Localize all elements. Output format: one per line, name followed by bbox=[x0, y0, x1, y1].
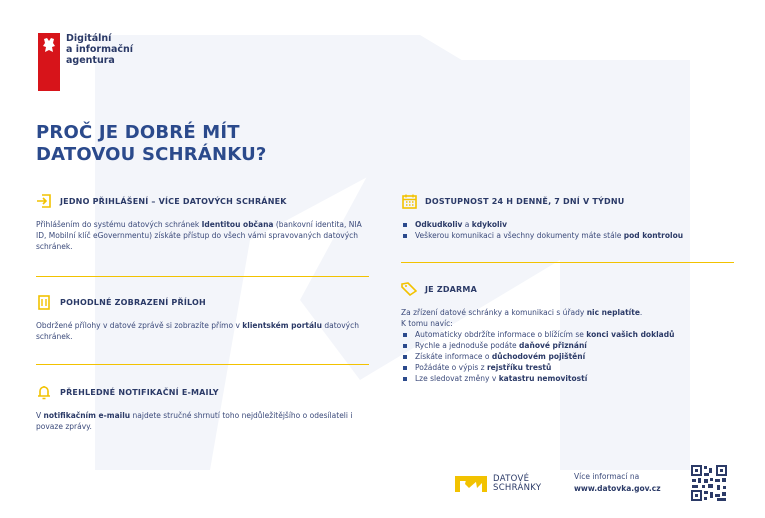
text-run: najdete stručné shrnutí toho nejdůležitějšího o odesílateli i povaze zprávy. bbox=[36, 411, 353, 431]
text-run: . bbox=[639, 308, 643, 317]
divider bbox=[401, 262, 734, 263]
document-icon bbox=[36, 294, 52, 310]
section-title-text: DOSTUPNOST 24 H DENNĚ, 7 DNÍ V TÝDNU bbox=[425, 196, 625, 206]
divider bbox=[36, 364, 369, 365]
section-title-text: JE ZDARMA bbox=[425, 284, 477, 294]
section-free bbox=[401, 281, 746, 384]
login-arrow-icon bbox=[36, 193, 52, 209]
text-bold: důchodovém pojištění bbox=[491, 352, 586, 361]
text-run: a bbox=[462, 220, 472, 229]
brand-line: DATOVÉ bbox=[493, 473, 530, 484]
text-run: datových schránek. bbox=[36, 321, 359, 341]
logo-text bbox=[66, 33, 133, 66]
tag-icon bbox=[401, 281, 417, 297]
calendar-icon bbox=[401, 193, 417, 209]
section-text: K tomu navíc: bbox=[401, 319, 453, 328]
section-title-text: POHODLNÉ ZOBRAZENÍ PŘÍLOH bbox=[60, 297, 206, 307]
dia-logo bbox=[38, 33, 133, 91]
title-line: PROČ JE DOBRÉ MÍT bbox=[36, 122, 240, 143]
list-item bbox=[401, 362, 746, 373]
text-bold: klientském portálu bbox=[242, 321, 322, 330]
logo-line: agentura bbox=[66, 55, 115, 66]
bell-icon bbox=[36, 384, 52, 400]
text-run: (bankovní identita, NIA ID, Mobilní klíč eGovernmentu) získáte přístup do všech vámi spravovaných datových schránek. bbox=[36, 220, 362, 251]
divider bbox=[36, 276, 369, 277]
section-text bbox=[36, 410, 371, 432]
section-text bbox=[36, 320, 371, 342]
text-run: Získáte informace o bbox=[415, 352, 492, 361]
text-run: Rychle a jednoduše podáte bbox=[415, 341, 520, 350]
section-availability bbox=[401, 193, 741, 241]
datove-schranky-icon bbox=[455, 474, 487, 494]
bullet-list bbox=[401, 219, 741, 241]
text-bold: pod kontrolou bbox=[623, 231, 684, 240]
section-title bbox=[36, 384, 371, 400]
text-run: Lze sledovat změny v bbox=[415, 374, 499, 383]
brand-text bbox=[493, 475, 541, 494]
text-run: Požádáte o výpis z bbox=[415, 363, 487, 372]
list-item bbox=[401, 340, 746, 351]
text-bold: rejstříku trestů bbox=[486, 363, 552, 372]
bullet-list bbox=[401, 329, 746, 384]
list-item bbox=[401, 351, 746, 362]
section-attachments bbox=[36, 294, 371, 342]
section-title-text: PŘEHLEDNÉ NOTIFIKAČNÍ E-MAILY bbox=[60, 387, 219, 397]
list-item bbox=[401, 329, 746, 340]
logo-line: a informační bbox=[66, 44, 134, 55]
qr-code-icon[interactable] bbox=[690, 464, 728, 502]
text-bold: Odkudkoliv bbox=[415, 220, 463, 229]
section-title bbox=[36, 294, 371, 310]
text-run: Za zřízení datové schránky a komunikaci s úřady bbox=[401, 308, 587, 317]
website-link[interactable]: www.datovka.gov.cz bbox=[574, 484, 661, 493]
more-info bbox=[574, 471, 661, 495]
section-title-text: JEDNO PŘIHLÁŠENÍ – VÍCE DATOVÝCH SCHRÁNEK bbox=[60, 196, 287, 206]
text-run: Automaticky obdržíte informace o blížícím se bbox=[415, 330, 587, 339]
text-bold: konci vašich dokladů bbox=[586, 330, 675, 339]
coat-of-arms-icon bbox=[38, 33, 60, 91]
list-item bbox=[401, 230, 741, 241]
text-bold: daňové přiznání bbox=[519, 341, 587, 350]
list-item bbox=[401, 219, 741, 230]
section-title bbox=[36, 193, 371, 209]
text-run: Obdržené přílohy v datové zprávě si zobrazíte přímo v bbox=[36, 321, 243, 330]
text-bold: kdykoliv bbox=[471, 220, 508, 229]
list-item bbox=[401, 373, 746, 384]
title-line: DATOVOU SCHRÁNKU? bbox=[36, 144, 267, 165]
brand-line: SCHRÁNKY bbox=[493, 483, 542, 493]
section-title bbox=[401, 193, 741, 209]
section-text bbox=[401, 307, 746, 318]
text-bold: nic neplatíte bbox=[586, 308, 640, 317]
text-bold: notifikačním e-mailu bbox=[43, 411, 131, 420]
datove-schranky-logo bbox=[455, 474, 541, 494]
text-run: Přihlášením do systému datových schránek bbox=[36, 220, 202, 229]
section-login bbox=[36, 193, 371, 252]
more-info-label: Více informací na bbox=[574, 472, 640, 481]
section-text bbox=[36, 219, 371, 252]
text-run: Veškerou komunikaci a všechny dokumenty máte stále bbox=[415, 231, 624, 240]
text-run: V bbox=[36, 411, 44, 420]
text-bold: Identitou občana bbox=[201, 220, 274, 229]
section-title bbox=[401, 281, 746, 297]
text-bold: katastru nemovitostí bbox=[498, 374, 588, 383]
logo-line: Digitální bbox=[66, 33, 112, 44]
section-notifications bbox=[36, 384, 371, 432]
page-title bbox=[36, 122, 267, 166]
